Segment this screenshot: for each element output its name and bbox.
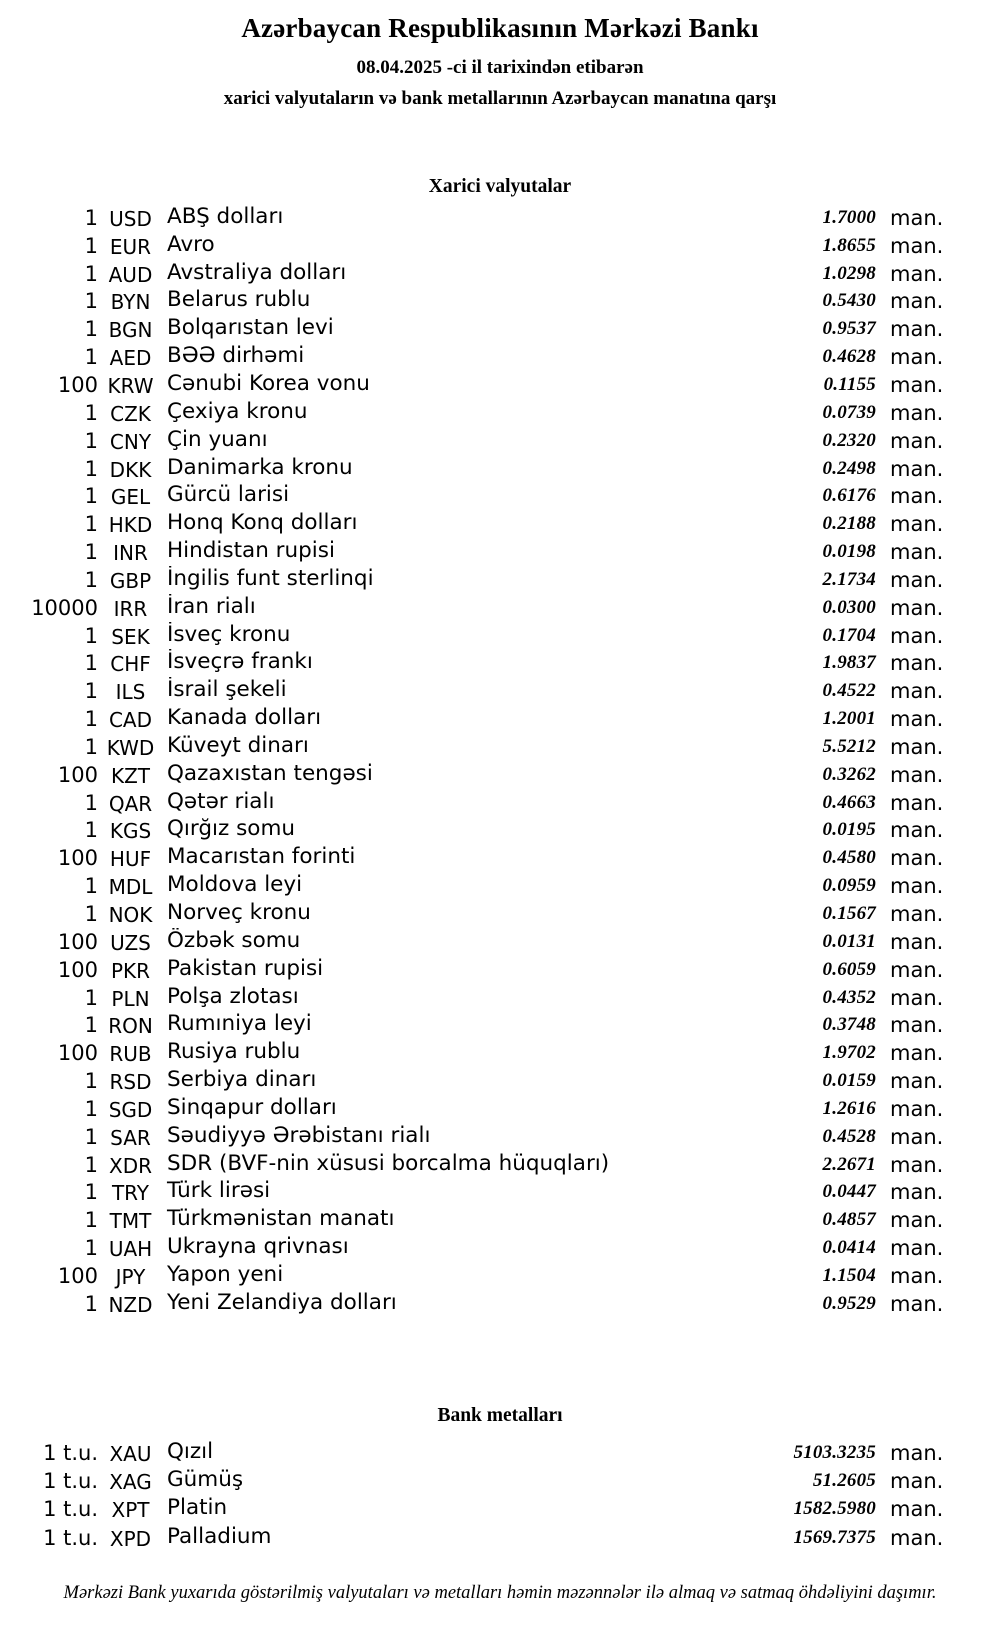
currency-rate-row	[0, 566, 1000, 594]
rate-value: 0.0131	[822, 930, 876, 952]
unit-label: man.	[890, 317, 944, 342]
currency-code: HKD	[108, 513, 153, 538]
rate-value: 0.0159	[822, 1070, 876, 1092]
currencies-section-title: Xarici valyutalar	[428, 176, 572, 197]
unit-label: man.	[890, 512, 944, 537]
unit-label: man.	[890, 818, 944, 843]
unit-label: man.	[890, 372, 944, 397]
quantity: 1	[84, 1124, 98, 1149]
currency-name: Qazaxıstan tengəsi	[167, 760, 373, 786]
currency-rate-row	[0, 761, 1000, 789]
rate-value: 0.2320	[822, 429, 876, 451]
currency-code: USD	[109, 206, 152, 231]
currency-name: SDR (BVF-nin xüsusi borcalma hüquqları)	[167, 1150, 610, 1176]
currency-code: SAR	[110, 1125, 151, 1150]
currency-name: Hindistan rupisi	[167, 538, 335, 564]
currency-rate-row	[0, 399, 1000, 427]
currency-rate-row	[0, 844, 1000, 872]
quantity: 1	[84, 707, 98, 732]
currency-code: JPY	[115, 1264, 146, 1289]
currency-rate-row	[0, 1206, 1000, 1234]
metal-rates-table	[0, 1439, 1000, 1552]
currency-name: Türkmənistan manatı	[167, 1206, 395, 1232]
unit-label: man.	[890, 540, 944, 565]
rate-value: 0.4522	[822, 680, 876, 702]
quantity: 100	[57, 846, 98, 871]
currency-code: IRR	[113, 596, 148, 621]
quantity: 1	[84, 400, 98, 425]
unit-label: man.	[890, 902, 944, 927]
rate-value: 1.9702	[822, 1042, 876, 1064]
currency-name: İsveç kronu	[167, 621, 291, 647]
quantity: 100	[57, 372, 98, 397]
unit-label: man.	[890, 1525, 944, 1550]
unit-label: man.	[890, 874, 944, 899]
quantity: 100	[57, 1041, 98, 1066]
unit-label: man.	[890, 651, 944, 676]
rate-value: 2.1734	[822, 568, 876, 590]
currency-rate-row	[0, 1039, 1000, 1067]
currency-code: BGN	[108, 318, 153, 343]
currency-name: Avstraliya dolları	[167, 259, 347, 285]
currency-rate-row	[0, 594, 1000, 622]
rate-value: 0.3748	[822, 1014, 876, 1036]
unit-label: man.	[890, 428, 944, 453]
currency-rate-row	[0, 232, 1000, 260]
unit-label: man.	[890, 1152, 944, 1177]
unit-label: man.	[890, 1469, 944, 1494]
metal-rate-row	[0, 1467, 1000, 1495]
quantity: 1	[84, 679, 98, 704]
currency-code: HUF	[109, 847, 152, 872]
currency-rate-row	[0, 510, 1000, 538]
quantity: 100	[57, 762, 98, 787]
quantity: 100	[57, 957, 98, 982]
currency-code: EUR	[109, 234, 152, 259]
quantity: 1	[84, 428, 98, 453]
unit-label: man.	[890, 734, 944, 759]
quantity: 100	[57, 929, 98, 954]
quantity: 1	[84, 623, 98, 648]
rate-value: 0.0198	[822, 541, 876, 563]
currency-code: INR	[113, 541, 148, 566]
quantity: 1 t.u.	[43, 1441, 98, 1466]
rate-value: 0.1567	[822, 903, 876, 925]
unit-label: man.	[890, 846, 944, 871]
currency-code: KWD	[106, 735, 155, 760]
rate-value: 0.9529	[822, 1292, 876, 1314]
currency-rate-row	[0, 1179, 1000, 1207]
unit-label: man.	[890, 345, 944, 370]
currency-rate-row	[0, 455, 1000, 483]
unit-label: man.	[890, 1263, 944, 1288]
quantity: 1	[84, 567, 98, 592]
currency-rate-row	[0, 1095, 1000, 1123]
currency-code: KRW	[107, 373, 154, 398]
unit-label: man.	[890, 929, 944, 954]
unit-label: man.	[890, 623, 944, 648]
rate-value: 1569.7375	[793, 1526, 876, 1548]
unit-label: man.	[890, 1013, 944, 1038]
currency-name: Kanada dolları	[167, 705, 322, 731]
quantity: 1	[84, 1013, 98, 1038]
currency-name: Ukrayna qrivnası	[167, 1234, 349, 1260]
quantity: 1	[84, 985, 98, 1010]
currency-name: Rusiya rublu	[167, 1039, 301, 1065]
quantity: 1	[84, 818, 98, 843]
rate-value: 0.4857	[822, 1209, 876, 1231]
currency-name: Sinqapur dolları	[167, 1094, 337, 1120]
currency-rate-row	[0, 204, 1000, 232]
unit-label: man.	[890, 233, 944, 258]
currency-code: CNY	[109, 429, 152, 454]
disclaimer-footer: Mərkəzi Bank yuxarıda göstərilmiş valyutaları və metalları həmin məzənnələr ilə almaq və satmaq öhdəliyini daşımır.	[63, 1583, 937, 1603]
currency-name: Çexiya kronu	[167, 398, 308, 424]
effective-date-line: 08.04.2025 -ci il tarixindən etibarən	[356, 57, 644, 78]
currency-code: KGS	[109, 819, 152, 844]
unit-label: man.	[890, 1208, 944, 1233]
quantity: 100	[57, 1263, 98, 1288]
rate-value: 0.3262	[822, 763, 876, 785]
currency-code: NOK	[108, 903, 153, 928]
quantity: 1	[84, 345, 98, 370]
unit-label: man.	[890, 205, 944, 230]
currency-rate-row	[0, 1290, 1000, 1318]
unit-label: man.	[890, 1124, 944, 1149]
currency-rate-row	[0, 1011, 1000, 1039]
quantity: 1	[84, 233, 98, 258]
quantity: 1	[84, 484, 98, 509]
currency-name: Qızıl	[167, 1439, 214, 1465]
quantity: 1	[84, 1236, 98, 1261]
rate-value: 2.2671	[822, 1153, 876, 1175]
rate-value: 0.4352	[822, 986, 876, 1008]
currency-code: PLN	[111, 986, 150, 1011]
currency-code: TMT	[109, 1209, 152, 1234]
currency-name: Polşa zlotası	[167, 983, 299, 1009]
currency-rate-row	[0, 371, 1000, 399]
rate-value: 0.2188	[822, 513, 876, 535]
rate-value: 1.1504	[822, 1264, 876, 1286]
currency-name: Türk lirəsi	[167, 1178, 271, 1204]
rate-value: 5103.3235	[793, 1442, 876, 1464]
rate-value: 1.2616	[822, 1097, 876, 1119]
currency-rate-row	[0, 260, 1000, 288]
currency-name: Macarıstan forinti	[167, 844, 356, 870]
unit-label: man.	[890, 400, 944, 425]
currency-code: XAG	[109, 1470, 152, 1495]
quantity: 1	[84, 651, 98, 676]
metal-rate-row	[0, 1495, 1000, 1523]
currency-rate-row	[0, 482, 1000, 510]
currency-rate-row	[0, 650, 1000, 678]
rate-value: 0.2498	[822, 457, 876, 479]
currency-name: Platin	[167, 1495, 228, 1521]
unit-label: man.	[890, 1236, 944, 1261]
unit-label: man.	[890, 762, 944, 787]
page-subtitle: xarici valyutaların və bank metallarının Azərbaycan manatına qarşı	[223, 88, 777, 109]
unit-label: man.	[890, 957, 944, 982]
currency-code: UAH	[108, 1237, 153, 1262]
currency-rate-row	[0, 900, 1000, 928]
currency-rate-row	[0, 789, 1000, 817]
currency-code: CZK	[110, 401, 151, 426]
quantity: 1	[84, 902, 98, 927]
rate-value: 0.0300	[822, 596, 876, 618]
rate-value: 0.4580	[822, 847, 876, 869]
currency-code: NZD	[108, 1292, 153, 1317]
currency-name: Pakistan rupisi	[167, 955, 324, 981]
currency-code: XDR	[109, 1153, 152, 1178]
rate-value: 0.1704	[822, 624, 876, 646]
currency-rate-row	[0, 705, 1000, 733]
rate-value: 0.0959	[822, 875, 876, 897]
currency-name: Bolqarıstan levi	[167, 315, 334, 341]
rate-value: 0.0447	[822, 1181, 876, 1203]
quantity: 1	[84, 874, 98, 899]
unit-label: man.	[890, 707, 944, 732]
rate-value: 0.1155	[823, 373, 876, 395]
currency-rate-row	[0, 427, 1000, 455]
currency-name: İsrail şekeli	[167, 677, 287, 703]
unit-label: man.	[890, 1041, 944, 1066]
quantity: 1	[84, 289, 98, 314]
unit-label: man.	[890, 261, 944, 286]
currency-rate-row	[0, 956, 1000, 984]
currency-name: Serbiya dinarı	[167, 1067, 317, 1093]
currency-code: XPD	[109, 1526, 152, 1551]
currency-code: CHF	[110, 652, 151, 677]
unit-label: man.	[890, 1291, 944, 1316]
rate-value: 0.6059	[822, 958, 876, 980]
metal-rate-row	[0, 1524, 1000, 1552]
rate-value: 0.4528	[822, 1125, 876, 1147]
unit-label: man.	[890, 679, 944, 704]
currency-rate-row	[0, 984, 1000, 1012]
rate-value: 0.0739	[822, 401, 876, 423]
currency-name: Cənubi Korea vonu	[167, 370, 370, 396]
currency-rate-row	[0, 343, 1000, 371]
currency-rate-row	[0, 1234, 1000, 1262]
quantity: 1	[84, 790, 98, 815]
currency-code: BYN	[110, 290, 151, 315]
currency-code: QAR	[108, 791, 153, 816]
currency-rate-row	[0, 315, 1000, 343]
currency-code: PKR	[110, 958, 151, 983]
unit-label: man.	[890, 567, 944, 592]
currency-name: Gümüş	[167, 1467, 244, 1493]
currency-name: Yapon yeni	[167, 1261, 284, 1287]
currency-code: XAU	[109, 1442, 152, 1467]
rate-value: 0.4663	[822, 791, 876, 813]
currency-name: Danimarka kronu	[167, 454, 353, 480]
quantity: 1 t.u.	[43, 1469, 98, 1494]
currency-name: Norveç kronu	[167, 900, 311, 926]
currency-name: Səudiyyə Ərəbistanı rialı	[167, 1122, 431, 1148]
rate-value: 1.2001	[822, 708, 876, 730]
rate-value: 5.5212	[822, 735, 876, 757]
unit-label: man.	[890, 1069, 944, 1094]
currency-name: Belarus rublu	[167, 287, 311, 313]
currency-code: AUD	[108, 262, 153, 287]
currency-code: GBP	[109, 568, 152, 593]
quantity: 1	[84, 261, 98, 286]
currency-name: Çin yuanı	[167, 426, 268, 452]
currency-code: SEK	[111, 624, 150, 649]
currency-code: AED	[109, 346, 152, 371]
currency-rate-row	[0, 622, 1000, 650]
currency-name: Palladium	[167, 1523, 272, 1549]
rate-value: 0.5430	[822, 290, 876, 312]
currency-code: UZS	[110, 930, 151, 955]
rate-value: 1.0298	[822, 262, 876, 284]
unit-label: man.	[890, 484, 944, 509]
currency-code: TRY	[111, 1181, 150, 1206]
currency-name: Moldova leyi	[167, 872, 303, 898]
rate-value: 0.0414	[822, 1237, 876, 1259]
currency-code: CAD	[108, 708, 153, 733]
metals-section-title: Bank metalları	[437, 1405, 563, 1426]
rate-value: 0.0195	[822, 819, 876, 841]
currency-code: GEL	[110, 485, 151, 510]
rate-value: 1.8655	[822, 234, 876, 256]
currency-rate-row	[0, 1067, 1000, 1095]
rate-value: 1582.5980	[793, 1498, 876, 1520]
quantity: 1	[84, 734, 98, 759]
currency-rate-row	[0, 1262, 1000, 1290]
quantity: 1	[84, 456, 98, 481]
currency-code: RON	[108, 1014, 153, 1039]
currency-name: Honq Konq dolları	[167, 510, 358, 536]
unit-label: man.	[890, 289, 944, 314]
rate-value: 0.9537	[822, 318, 876, 340]
quantity: 1	[84, 1291, 98, 1316]
unit-label: man.	[890, 456, 944, 481]
currency-name: İran rialı	[167, 593, 256, 619]
currency-name: Rumıniya leyi	[167, 1011, 312, 1037]
unit-label: man.	[890, 790, 944, 815]
page-title: Azərbaycan Respublikasının Mərkəzi Bankı	[241, 13, 759, 43]
currency-name: BƏƏ dirhəmi	[167, 343, 305, 369]
currency-name: Küveyt dinarı	[167, 732, 309, 758]
currency-rate-row	[0, 817, 1000, 845]
currency-rate-row	[0, 1151, 1000, 1179]
currency-rate-row	[0, 288, 1000, 316]
currency-rates-table	[0, 204, 1000, 1318]
rate-value: 1.9837	[822, 652, 876, 674]
currency-name: Özbək somu	[167, 927, 301, 953]
currency-code: SGD	[108, 1097, 153, 1122]
rate-value: 0.6176	[822, 485, 876, 507]
currency-code: RUB	[109, 1042, 152, 1067]
currency-code: XPT	[111, 1498, 150, 1523]
currency-name: Yeni Zelandiya dolları	[167, 1289, 397, 1315]
unit-label: man.	[890, 1180, 944, 1205]
unit-label: man.	[890, 595, 944, 620]
metal-rate-row	[0, 1439, 1000, 1467]
unit-label: man.	[890, 1096, 944, 1121]
quantity: 1	[84, 512, 98, 537]
quantity: 1	[84, 317, 98, 342]
currency-name: İsveçrə frankı	[167, 649, 313, 675]
currency-code: DKK	[109, 457, 152, 482]
quantity: 1	[84, 1180, 98, 1205]
quantity: 1	[84, 205, 98, 230]
currency-rate-row	[0, 872, 1000, 900]
currency-name: İngilis funt sterlinqi	[167, 565, 374, 591]
currency-rate-row	[0, 928, 1000, 956]
rate-value: 51.2605	[812, 1470, 876, 1492]
unit-label: man.	[890, 1441, 944, 1466]
currency-code: ILS	[115, 680, 146, 705]
rate-value: 1.7000	[822, 206, 876, 228]
currency-rate-row	[0, 733, 1000, 761]
currency-code: RSD	[109, 1070, 152, 1095]
unit-label: man.	[890, 985, 944, 1010]
rate-value: 0.4628	[822, 346, 876, 368]
currency-name: Gürcü larisi	[167, 482, 290, 508]
currency-name: Qırğız somu	[167, 816, 296, 842]
quantity: 1	[84, 1208, 98, 1233]
currency-name: Qətər rialı	[167, 788, 275, 814]
unit-label: man.	[890, 1497, 944, 1522]
quantity: 1 t.u.	[43, 1525, 98, 1550]
quantity: 1	[84, 1069, 98, 1094]
currency-name: Avro	[167, 231, 215, 257]
quantity: 1 t.u.	[43, 1497, 98, 1522]
quantity: 10000	[31, 595, 98, 620]
currency-rate-row	[0, 1123, 1000, 1151]
quantity: 1	[84, 540, 98, 565]
currency-code: KZT	[110, 763, 151, 788]
currency-name: ABŞ dolları	[167, 203, 284, 229]
currency-rate-row	[0, 677, 1000, 705]
currency-code: MDL	[108, 875, 153, 900]
quantity: 1	[84, 1096, 98, 1121]
currency-rate-row	[0, 538, 1000, 566]
quantity: 1	[84, 1152, 98, 1177]
